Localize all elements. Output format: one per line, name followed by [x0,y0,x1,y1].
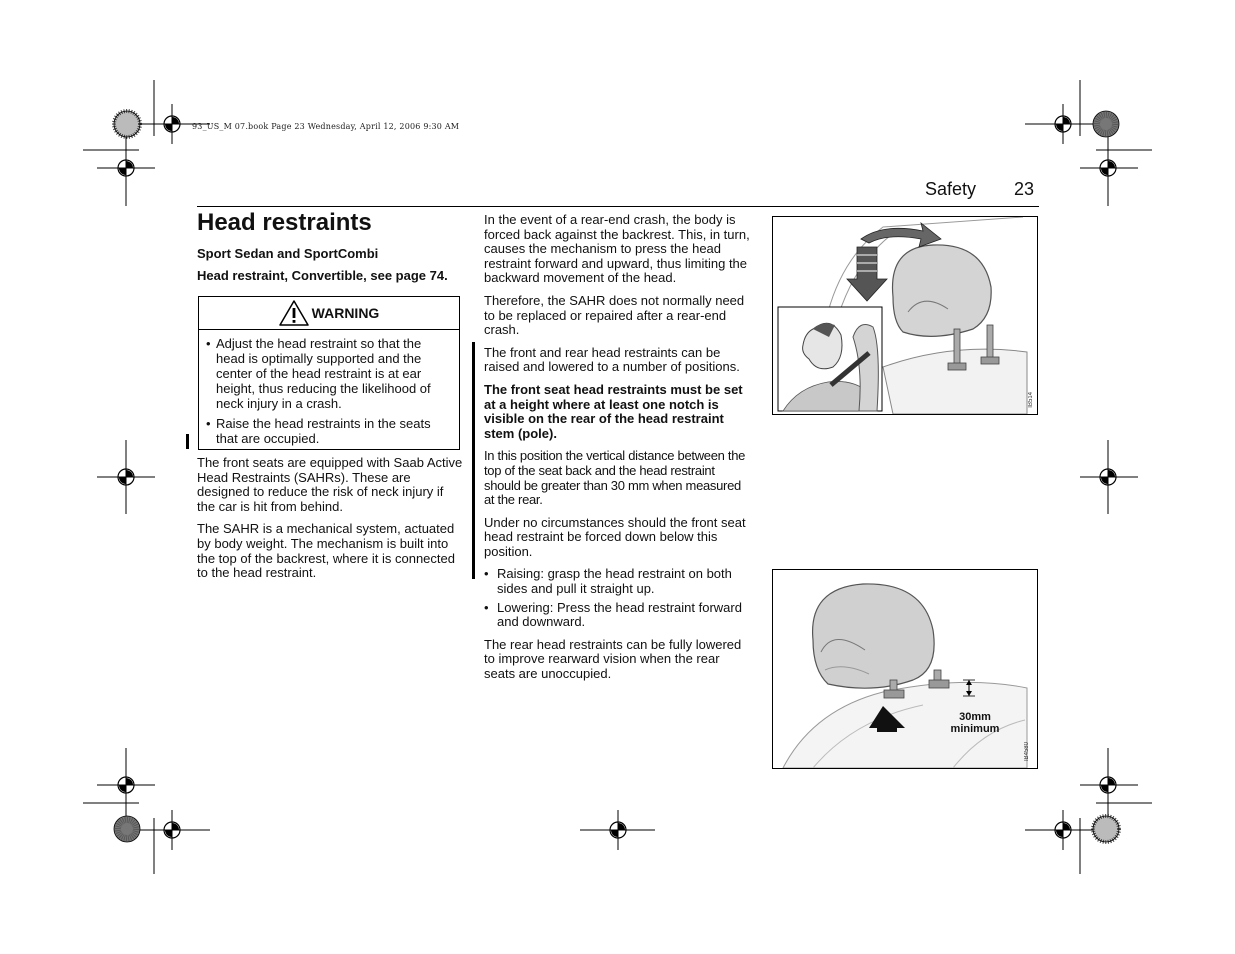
paragraph-distance: In this position the vertical distance between the top of the seat back and the head restraint should be greater than 30 mm when measured at the rear. [484,448,746,508]
warning-triangle-icon [279,300,309,326]
minimum-height-illustration [773,570,1037,768]
paragraph-no-replacement: Therefore, the SAHR does not normally need to be replaced or repaired after a rear-end crash. [484,292,745,338]
header-rule [197,206,1039,207]
change-bar [186,434,189,449]
paragraph-rear-end-crash: In the event of a rear-end crash, the body is forced back against the backrest. This, in turn, causes the mechanism to press the head restraint forward and upward, thus limiting the backward movement of the head. [484,212,750,286]
head-restraint-illustration [773,217,1037,414]
page-title: Head restraints [197,209,372,236]
adjustment-list [484,567,752,629]
warning-item: • Raise the head restraints in the seats that are occupied. [207,416,451,446]
paragraph-sahr-mechanism: The SAHR is a mechanical system, actuated by body weight. The mechanism is built into the top of the backrest, where it is connected to the head restraint. [197,521,455,581]
warning-label: WARNING [311,305,380,321]
column-1-body [197,456,463,589]
column-2-body [484,213,752,690]
figure-code: IB514 [1028,392,1034,408]
list-item-lowering: • Lowering: Press the head restraint forward and downward. [484,601,752,630]
warning-box [198,296,460,450]
dimension-value: 30mm [959,711,991,723]
warning-item: • Adjust the head restraint so that the head is optimally supported and the center of the head restraint is at ear height, thus reducing the likelihood of neck injury in a crash. [207,336,451,411]
paragraph-rear-restraints: The rear head restraints can be fully lowered to improve rearward vision when the rear seats are unoccupied. [484,636,742,682]
section-name: Safety [925,179,977,199]
subheading-models: Sport Sedan and SportCombi [197,246,379,261]
list-item-raising: • Raising: grasp the head restraint on both sides and pull it straight up. [484,567,752,596]
dimension-note: minimum [950,723,1000,735]
figure-minimum-height [772,569,1038,769]
figure-active-head-restraint [772,216,1038,415]
paragraph-positions: The front and rear head restraints can be raised and lowered to a number of positions. [484,344,740,375]
subheading-convertible-ref: Head restraint, Convertible, see page 74. [197,268,448,283]
paragraph-height-requirement: The front seat head restraints must be set at a height where at least one notch is visible on the rear of the head restraint stem (pole). [484,381,743,441]
print-info: 93_US_M 07.book Page 23 Wednesday, April 12, 2006 9:30 AM [192,122,460,131]
figure-code: IB4580 [1024,742,1030,762]
paragraph-no-force: Under no circumstances should the front seat head restraint be forced down below this position. [484,514,746,559]
change-bar [472,342,475,579]
warning-header [199,297,459,330]
page-number: 23 [1014,179,1035,199]
dimension-label [940,711,1010,735]
paragraph-sahr-intro: The front seats are equipped with Saab Active Head Restraints (SAHRs). These are designed to reduce the risk of neck injury if the car is hit from behind. [197,455,463,514]
warning-list [199,330,459,446]
